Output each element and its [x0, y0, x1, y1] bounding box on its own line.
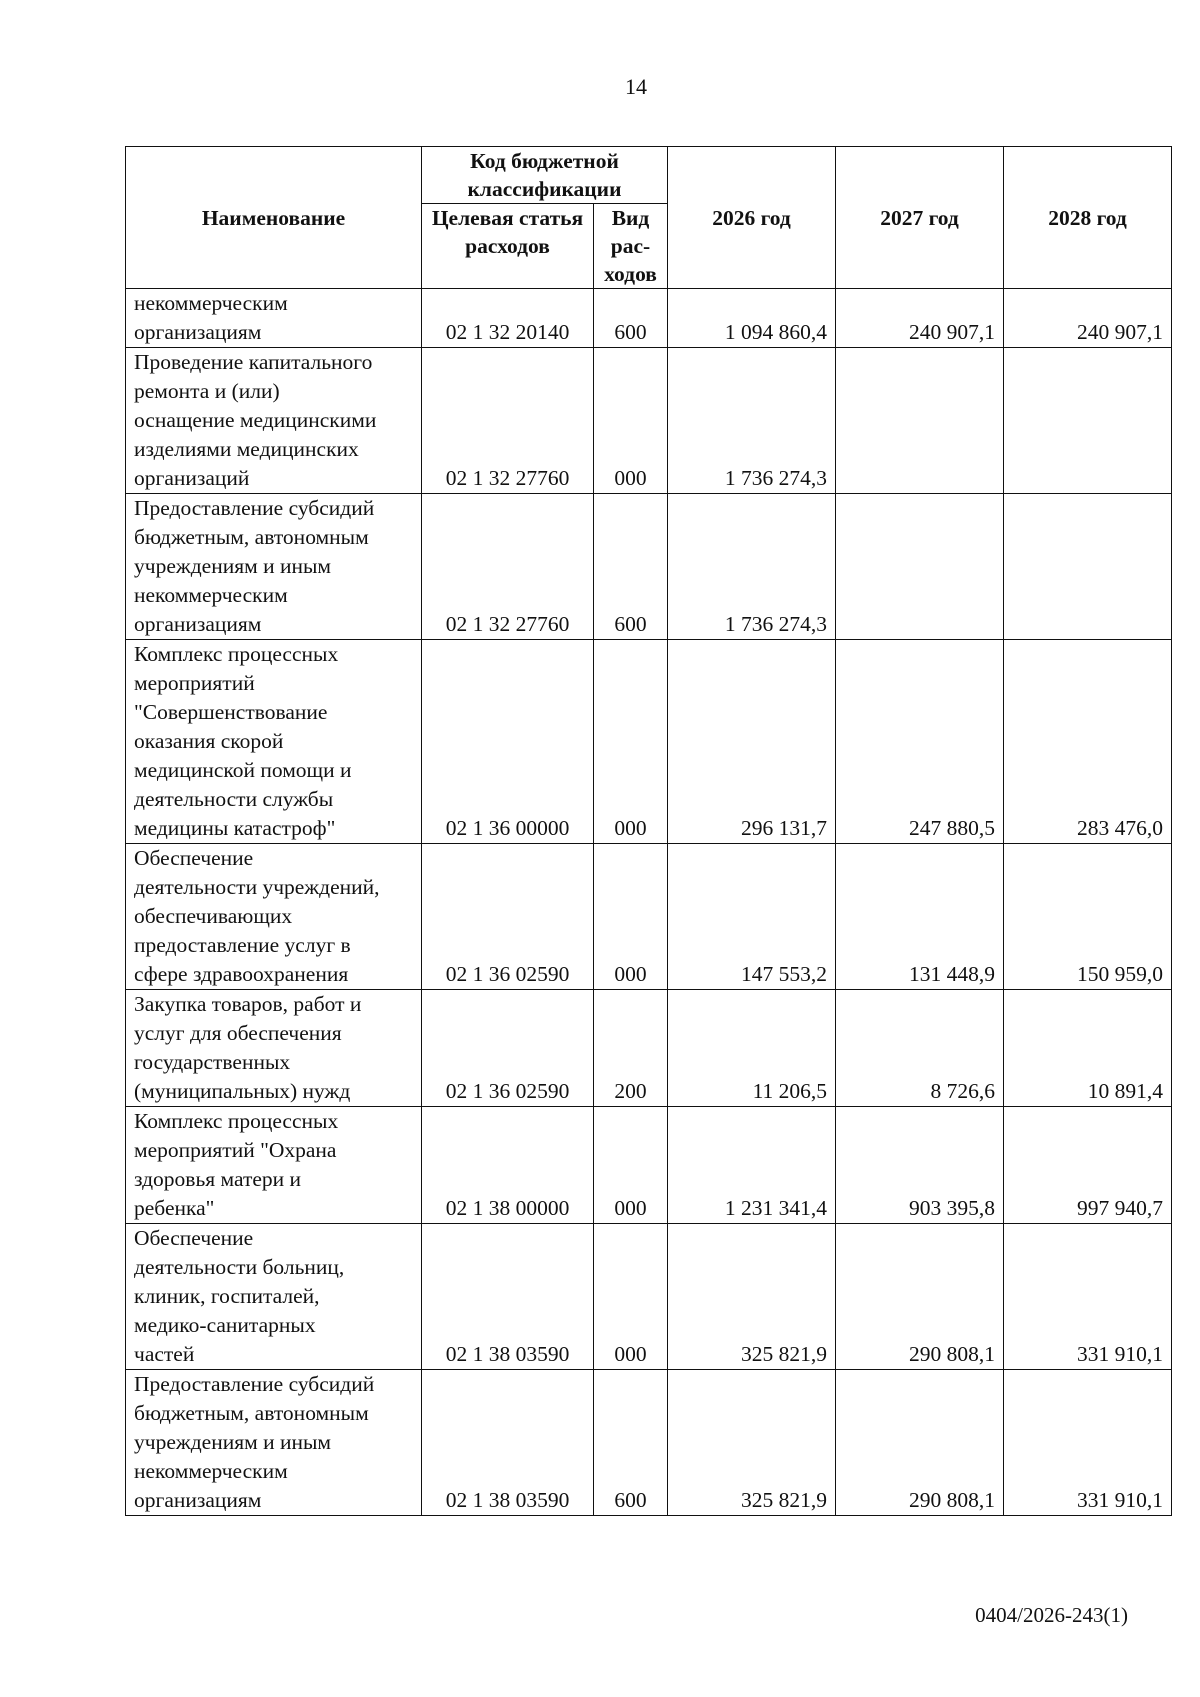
- row-value-2028: 150 959,0: [1004, 844, 1172, 990]
- row-name-line: организаций: [134, 466, 250, 490]
- row-name: [126, 348, 422, 494]
- table-row: [126, 640, 1172, 844]
- row-value-2027: 903 395,8: [836, 1107, 1004, 1224]
- row-value-2028: [1004, 494, 1172, 640]
- row-type: 000: [594, 1224, 668, 1370]
- row-value-2027: [836, 494, 1004, 640]
- row-type: 200: [594, 990, 668, 1107]
- header-2026: 2026 год: [668, 147, 836, 289]
- row-value-2027: [836, 348, 1004, 494]
- row-name-line: ремонта и (или): [134, 379, 280, 403]
- row-value-2027: 240 907,1: [836, 289, 1004, 348]
- row-name-line: Предоставление субсидий: [134, 1372, 375, 1396]
- row-name-line: оснащение медицинскими: [134, 408, 377, 432]
- row-value-2026: 147 553,2: [668, 844, 836, 990]
- row-value-2027: 131 448,9: [836, 844, 1004, 990]
- row-value-2028: 283 476,0: [1004, 640, 1172, 844]
- header-2027: 2027 год: [836, 147, 1004, 289]
- row-code: 02 1 38 03590: [422, 1370, 594, 1516]
- row-name-line: государственных: [134, 1050, 291, 1074]
- row-type: 000: [594, 844, 668, 990]
- row-name-line: медицинской помощи и: [134, 758, 352, 782]
- row-type: 000: [594, 640, 668, 844]
- row-name-line: медицины катастроф": [134, 816, 336, 840]
- row-code: 02 1 36 02590: [422, 844, 594, 990]
- budget-table: [125, 146, 1172, 1516]
- row-name-line: частей: [134, 1342, 195, 1366]
- row-type: 000: [594, 1107, 668, 1224]
- row-value-2028: 240 907,1: [1004, 289, 1172, 348]
- row-value-2027: 290 808,1: [836, 1224, 1004, 1370]
- table-row: [126, 1370, 1172, 1516]
- row-name: [126, 1224, 422, 1370]
- row-value-2026: 296 131,7: [668, 640, 836, 844]
- row-name-line: услуг для обеспечения: [134, 1021, 342, 1045]
- table-row: [126, 844, 1172, 990]
- table-body: [126, 289, 1172, 1516]
- header-type: Вид рас-ходов: [594, 204, 668, 289]
- row-name-line: деятельности службы: [134, 787, 334, 811]
- row-name-line: Обеспечение: [134, 846, 254, 870]
- row-name-line: Проведение капитального: [134, 350, 373, 374]
- row-value-2027: 8 726,6: [836, 990, 1004, 1107]
- row-name-line: деятельности больниц,: [134, 1255, 345, 1279]
- table-row: [126, 348, 1172, 494]
- row-name: [126, 494, 422, 640]
- row-name-line: Обеспечение: [134, 1226, 254, 1250]
- row-name-line: организациям: [134, 612, 262, 636]
- row-name: [126, 1107, 422, 1224]
- row-value-2026: 1 736 274,3: [668, 494, 836, 640]
- table-row: [126, 1107, 1172, 1224]
- row-value-2028: 331 910,1: [1004, 1370, 1172, 1516]
- row-name-line: "Совершенствование: [134, 700, 328, 724]
- row-name-line: организациям: [134, 1488, 262, 1512]
- row-value-2026: 1 231 341,4: [668, 1107, 836, 1224]
- row-name-line: организациям: [134, 320, 262, 344]
- header-2028: 2028 год: [1004, 147, 1172, 289]
- row-name-line: ребенка": [134, 1196, 215, 1220]
- table-row: [126, 990, 1172, 1107]
- row-code: 02 1 32 20140: [422, 289, 594, 348]
- row-value-2026: 11 206,5: [668, 990, 836, 1107]
- row-name: [126, 289, 422, 348]
- row-name-line: учреждениям и иным: [134, 554, 332, 578]
- row-value-2026: 1 736 274,3: [668, 348, 836, 494]
- document-number: 0404/2026-243(1): [975, 1603, 1128, 1627]
- row-value-2026: 325 821,9: [668, 1224, 836, 1370]
- row-name-line: Закупка товаров, работ и: [134, 992, 362, 1016]
- row-name-line: изделиями медицинских: [134, 437, 359, 461]
- row-name-line: некоммерческим: [134, 291, 288, 315]
- row-type: 000: [594, 348, 668, 494]
- row-code: 02 1 38 00000: [422, 1107, 594, 1224]
- row-code: 02 1 36 00000: [422, 640, 594, 844]
- header-name: Наименование: [126, 147, 422, 289]
- row-name-line: бюджетным, автономным: [134, 525, 369, 549]
- row-name-line: мероприятий "Охрана: [134, 1138, 337, 1162]
- row-name-line: некоммерческим: [134, 1459, 288, 1483]
- row-name: [126, 1370, 422, 1516]
- header-target: Целевая статья расходов: [422, 204, 594, 289]
- row-name-line: сфере здравоохранения: [134, 962, 349, 986]
- page-number: 14: [625, 74, 647, 99]
- row-name-line: оказания скорой: [134, 729, 284, 753]
- row-type: 600: [594, 1370, 668, 1516]
- row-value-2027: 290 808,1: [836, 1370, 1004, 1516]
- row-name-line: здоровья матери и: [134, 1167, 302, 1191]
- row-name-line: бюджетным, автономным: [134, 1401, 369, 1425]
- row-name-line: Предоставление субсидий: [134, 496, 375, 520]
- row-value-2028: 331 910,1: [1004, 1224, 1172, 1370]
- row-name-line: учреждениям и иным: [134, 1430, 332, 1454]
- row-value-2026: 325 821,9: [668, 1370, 836, 1516]
- row-name: [126, 990, 422, 1107]
- table-row: [126, 494, 1172, 640]
- row-name-line: мероприятий: [134, 671, 255, 695]
- row-name-line: Комплекс процессных: [134, 642, 339, 666]
- row-value-2026: 1 094 860,4: [668, 289, 836, 348]
- row-name-line: некоммерческим: [134, 583, 288, 607]
- row-name-line: клиник, госпиталей,: [134, 1284, 320, 1308]
- row-name-line: (муниципальных) нужд: [134, 1079, 351, 1103]
- row-value-2028: 997 940,7: [1004, 1107, 1172, 1224]
- row-name-line: медико-санитарных: [134, 1313, 316, 1337]
- row-code: 02 1 32 27760: [422, 494, 594, 640]
- table-row: [126, 289, 1172, 348]
- row-name: [126, 640, 422, 844]
- header-row-top: [126, 147, 1172, 204]
- row-name-line: обеспечивающих: [134, 904, 293, 928]
- row-value-2028: [1004, 348, 1172, 494]
- table-row: [126, 1224, 1172, 1370]
- row-value-2028: 10 891,4: [1004, 990, 1172, 1107]
- row-type: 600: [594, 494, 668, 640]
- row-type: 600: [594, 289, 668, 348]
- row-name: [126, 844, 422, 990]
- row-name-line: деятельности учреждений,: [134, 875, 380, 899]
- header-classification: Код бюджетной классификации: [422, 147, 668, 204]
- row-code: 02 1 36 02590: [422, 990, 594, 1107]
- row-name-line: предоставление услуг в: [134, 933, 351, 957]
- row-code: 02 1 38 03590: [422, 1224, 594, 1370]
- row-code: 02 1 32 27760: [422, 348, 594, 494]
- row-name-line: Комплекс процессных: [134, 1109, 339, 1133]
- row-value-2027: 247 880,5: [836, 640, 1004, 844]
